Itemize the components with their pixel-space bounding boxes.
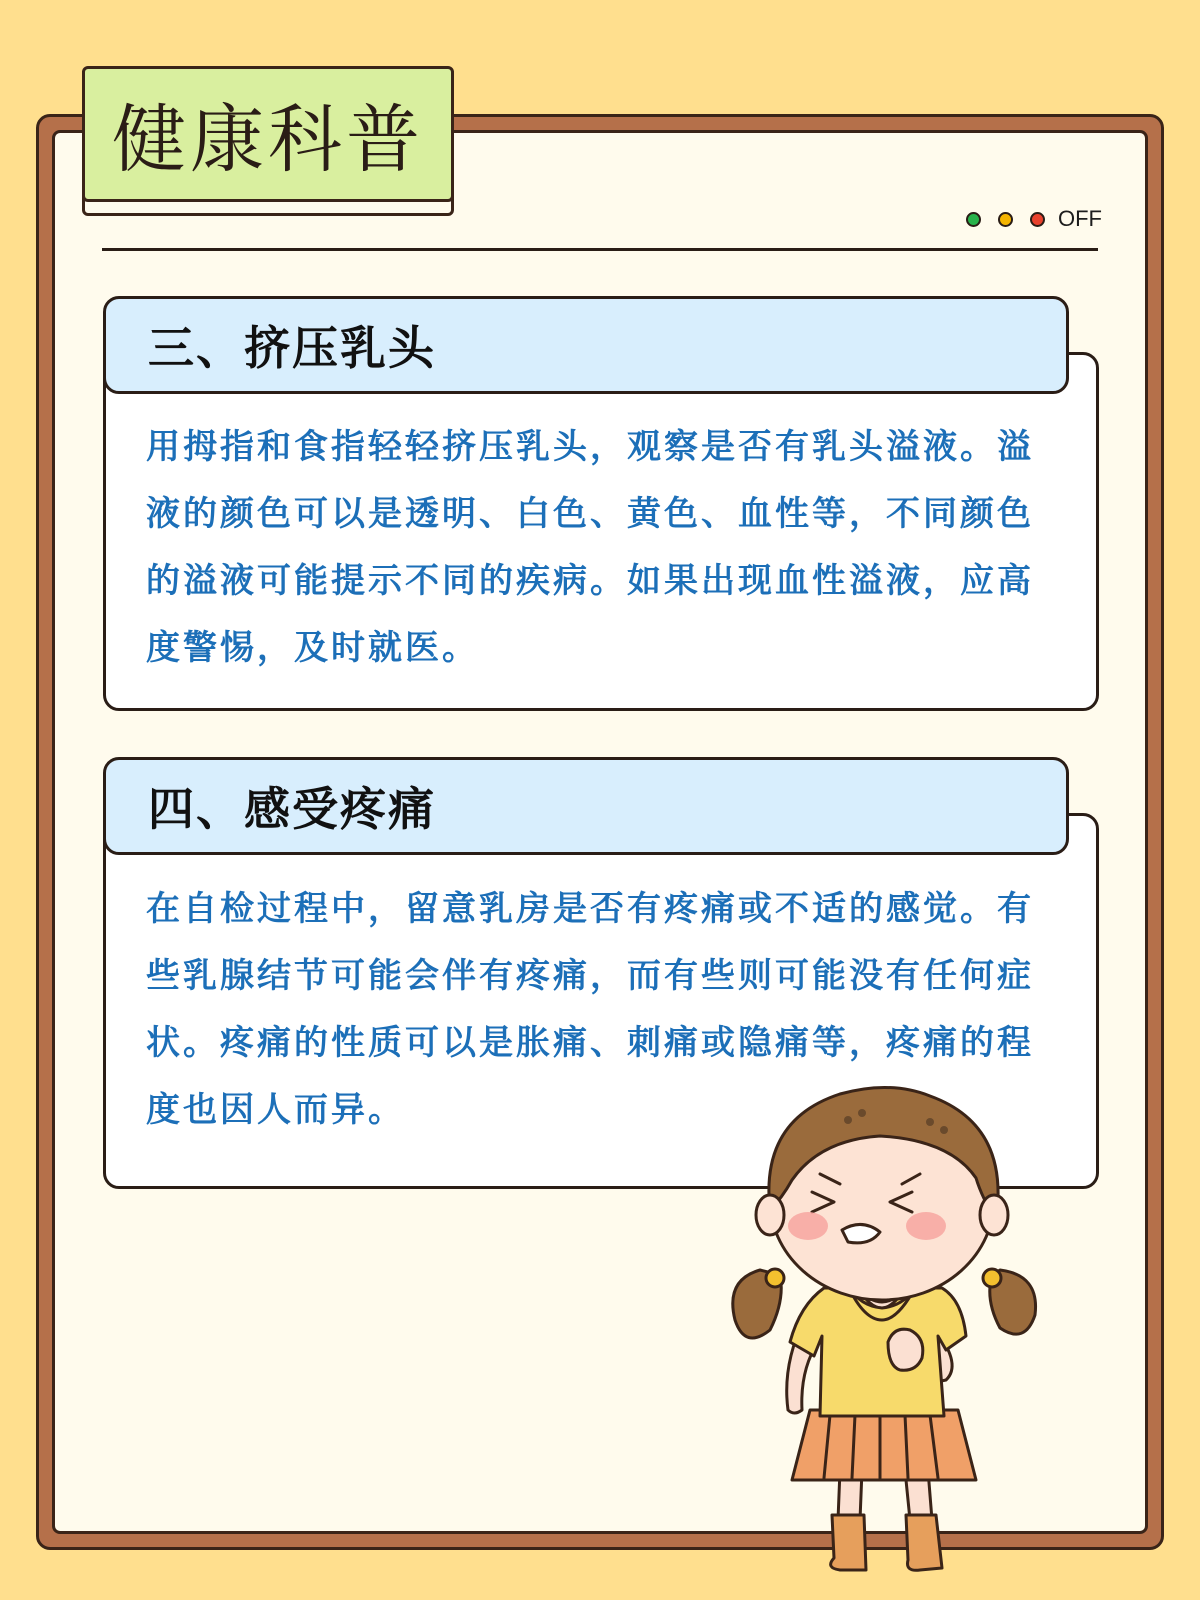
off-label: OFF [1058, 206, 1102, 231]
section-header-pain [103, 757, 1069, 855]
divider-line [102, 248, 1098, 251]
section-heading: 三、挤压乳头 [148, 321, 436, 375]
title-badge [82, 66, 454, 202]
section-body-pain: 在自检过程中，留意乳房是否有疼痛或不适的感觉。有些乳腺结节可能会伴有疼痛，而有些则可能没有任何症状。疼痛的性质可以是胀痛、刺痛或隐痛等，疼痛的程度也因人而异。 [146, 889, 1034, 1130]
yellow-light-icon [998, 212, 1013, 227]
girl-in-pain-illustration [730, 1080, 1050, 1580]
section-body-squeeze: 用拇指和食指轻轻挤压乳头，观察是否有乳头溢液。溢液的颜色可以是透明、白色、黄色、血性等，不同颜色的溢液可能提示不同的疾病。如果出现血性溢液，应高度警惕，及时就医。 [146, 427, 1034, 668]
section-header-squeeze [103, 296, 1069, 394]
section-heading: 四、感受疼痛 [148, 782, 436, 836]
status-lights [966, 206, 1102, 232]
green-light-icon [966, 212, 981, 227]
red-light-icon [1030, 212, 1045, 227]
badge-title: 健康科普 [112, 97, 424, 183]
